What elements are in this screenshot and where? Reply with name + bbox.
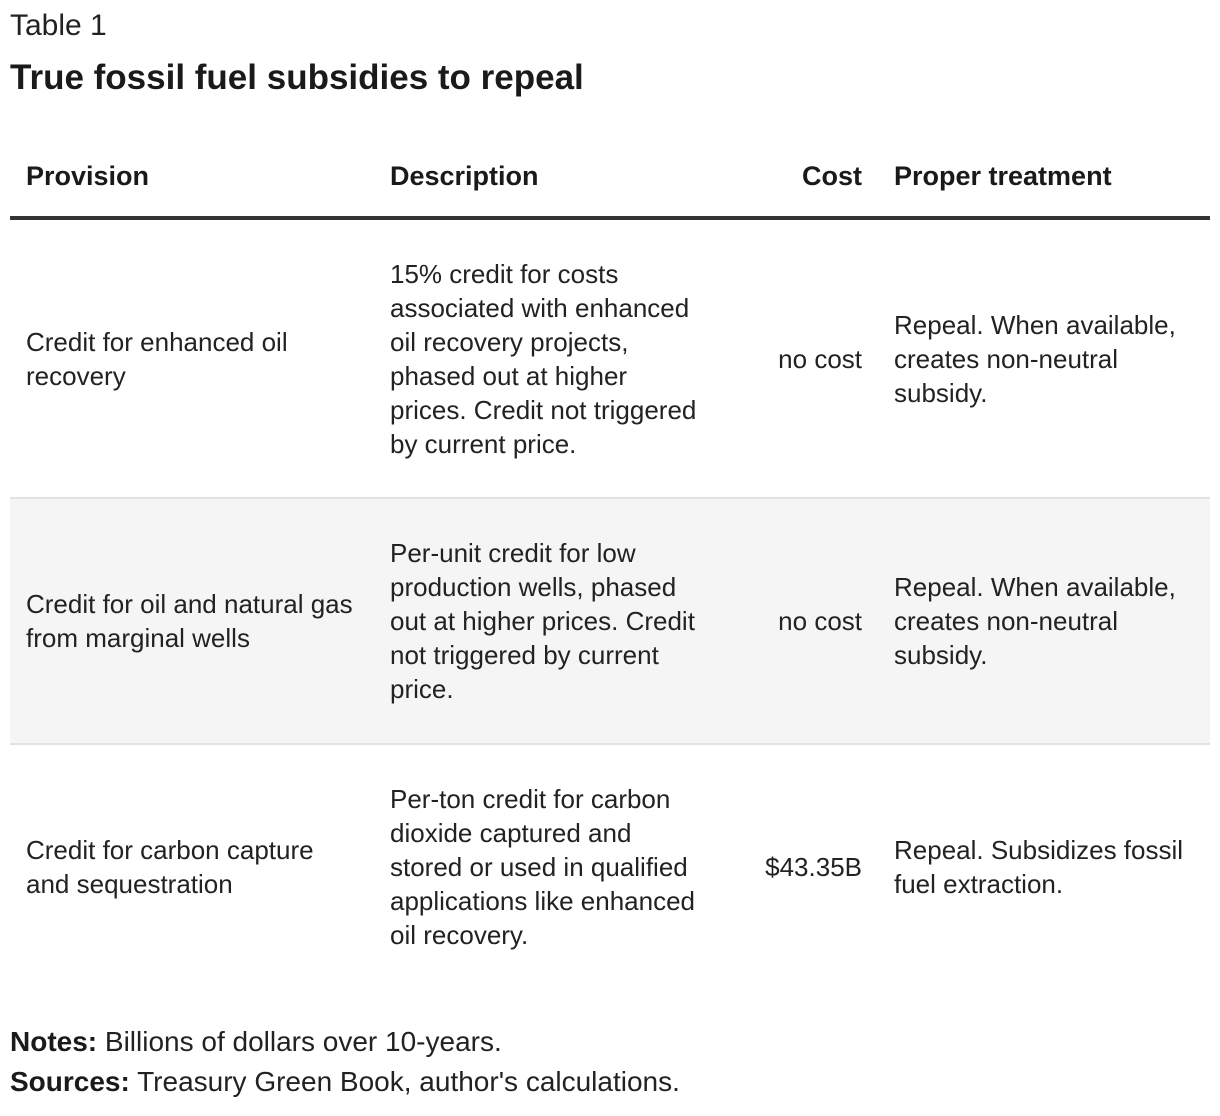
table-row (10, 218, 1210, 498)
notes-label: Notes: (10, 1026, 98, 1057)
notes-text: Billions of dollars over 10-years. (104, 1026, 502, 1057)
sources-label: Sources: (10, 1066, 130, 1097)
sources-text: Treasury Green Book, author's calculations. (137, 1066, 680, 1097)
table-header-row (10, 136, 1210, 218)
table-row (10, 744, 1210, 988)
column-header-provision: Provision (10, 136, 374, 218)
subsidies-table (10, 136, 1210, 988)
description-cell: Per-unit credit for low production wells, phased out at higher prices. Credit not triggered by current price. (374, 498, 714, 744)
description-cell: 15% credit for costs associated with enhanced oil recovery projects, phased out at higher prices. Credit not triggered by current price. (390, 258, 697, 459)
cost-cell: $43.35B (714, 744, 878, 988)
provision-cell: Credit for enhanced oil recovery (26, 326, 288, 391)
treatment-cell: Repeal. When available, creates non-neutral subsidy. (894, 309, 1176, 408)
column-header-proper-treatment: Proper treatment (878, 136, 1210, 218)
cost-cell: no cost (714, 498, 878, 744)
description-cell: Per-ton credit for carbon dioxide captured and stored or used in qualified applications like enhanced oil recovery. (374, 744, 714, 988)
treatment-cell: Repeal. When available, creates non-neutral subsidy. (878, 498, 1210, 744)
column-header-cost: Cost (714, 136, 878, 218)
provision-cell: Credit for oil and natural gas from marginal wells (10, 498, 374, 744)
column-header-description: Description (374, 136, 714, 218)
table-row (10, 498, 1210, 744)
sources-line (10, 1062, 680, 1102)
table-number-label: Table 1 (10, 9, 107, 42)
table-title: True fossil fuel subsidies to repeal (10, 58, 584, 97)
provision-cell: Credit for carbon capture and sequestration (10, 744, 374, 988)
notes-line (10, 1022, 680, 1062)
table-footer (10, 1022, 680, 1102)
cost-cell: no cost (778, 343, 862, 374)
treatment-cell: Repeal. Subsidizes fossil fuel extraction. (878, 744, 1210, 988)
